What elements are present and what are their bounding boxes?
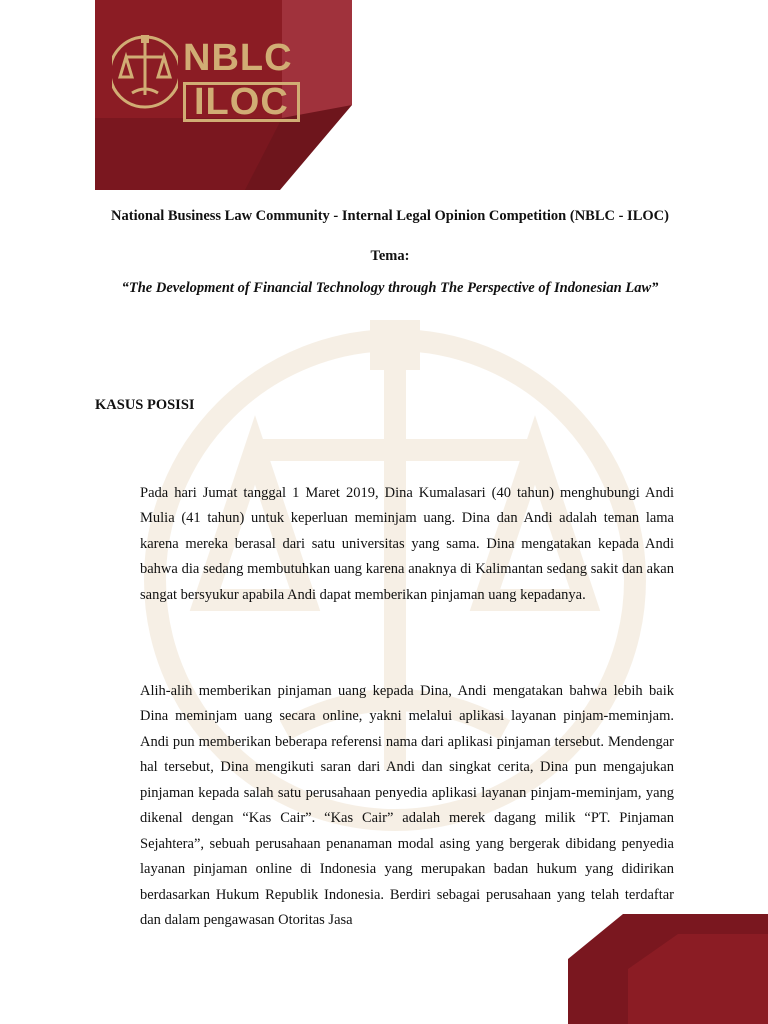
logo-emblem-icon [112, 33, 178, 111]
section-title: KASUS POSISI [95, 397, 195, 413]
logo-line-1: NBLC [183, 37, 293, 79]
document-title: National Business Law Community - Internal Legal Opinion Competition (NBLC - ILOC) [111, 208, 669, 224]
theme-label: Tema: [370, 248, 410, 264]
theme-text: “The Development of Financial Technology through The Perspective of Indonesian Law” [121, 280, 659, 296]
body-paragraph: Alih-alih memberikan pinjaman uang kepada Dina, Andi mengatakan bahwa lebih baik Dina meminjam uang secara online, yakni melalui aplikasi layanan pinjam-meminjam. Andi pun memberikan beberapa referensi nama dari aplikasi pinjaman tersebut. Mendengar hal tersebut, Dina mengikuti saran dari Andi dan singkat cerita, Dina pun mengajukan pinjaman kepada salah satu perusahaan penyedia aplikasi layanan pinjam-meminjam, yang dikenal dengan “Kas Cair”. “Kas Cair” adalah merek dagang milik “PT. Pinjaman Sejahtera”, sebuah perusahaan penanaman modal asing yang bergerak dibidang penyedia layanan pinjaman online di Indonesia yang merupakan badan hukum yang didirikan berdasarkan Hukum Republik Indonesia. Berdiri sebagai perusahaan yang telah terdaftar dan dalam pengawasan Otoritas Jasa [140, 682, 674, 928]
logo-text [183, 38, 300, 122]
logo-line-2: ILOC [183, 82, 300, 122]
body-paragraph: Pada hari Jumat tanggal 1 Maret 2019, Dina Kumalasari (40 tahun) menghubungi Andi Mulia (41 tahun) untuk keperluan meminjam uang. Dina dan Andi adalah teman lama karena mereka berasal dari satu universitas yang sama. Dina mengatakan kepada Andi bahwa dia sedang membutuhkan uang karena anaknya di Kalimantan sedang sakit dan akan sangat bersyukur apabila Andi dapat memberikan pinjaman uang kepadanya. [140, 484, 674, 603]
document-heading [95, 203, 685, 301]
